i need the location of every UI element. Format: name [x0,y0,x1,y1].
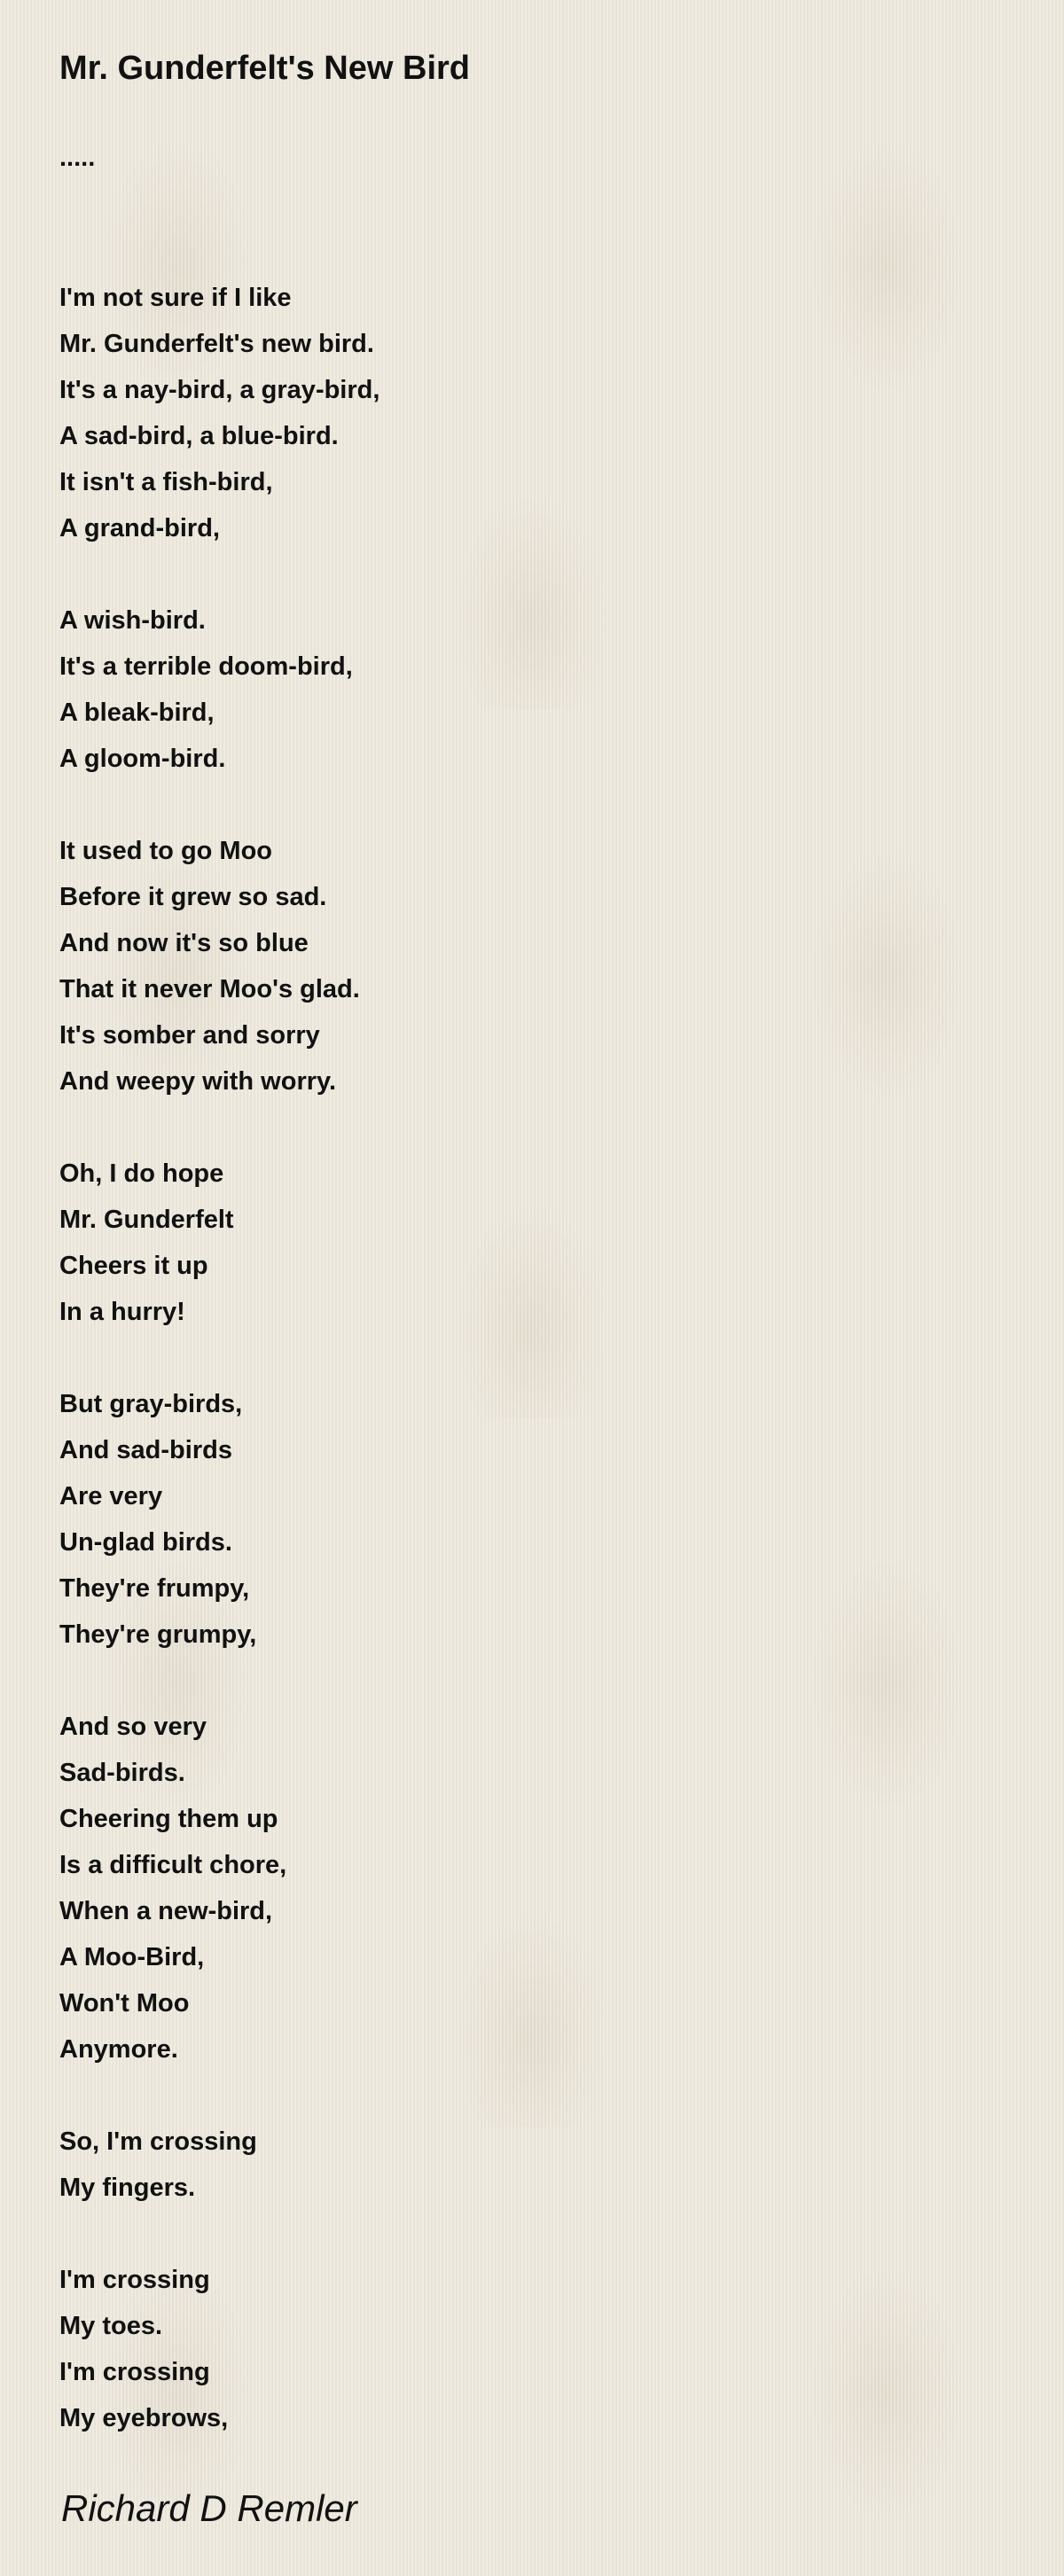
poem-line: A Moo-Bird, [59,1943,205,1971]
poem-line: But gray-birds, [59,1390,243,1418]
poem-line: Anymore. [59,2035,178,2064]
poem-line: I'm not sure if I like [59,284,292,312]
poem-line: And weepy with worry. [59,1067,337,1096]
poem-line: Sad-birds. [59,1759,185,1787]
poem-line: So, I'm crossing [59,2127,257,2156]
poem-line: A wish-bird. [59,606,206,635]
stanza-break [59,1658,379,1704]
poem-line: It used to go Moo [59,837,273,865]
poem-line: And sad-birds [59,1436,232,1464]
poem-title: Mr. Gunderfelt's New Bird [59,50,470,87]
poem-line: Before it grew so sad. [59,883,327,911]
poem-line: Are very [59,1482,163,1510]
poem-line: Oh, I do hope [59,1159,224,1188]
poem-subtitle: ..... [59,144,96,172]
poem-line: A gloom-bird. [59,745,226,773]
poem-line: That it never Moo's glad. [59,975,360,1003]
poem-line: Mr. Gunderfelt [59,1206,234,1234]
poem-line: They're frumpy, [59,1574,250,1603]
poem-line: And now it's so blue [59,929,309,957]
poem-line: And so very [59,1713,207,1741]
poem-line: A grand-bird, [59,514,220,543]
poem-line: A sad-bird, a blue-bird. [59,422,339,450]
poem-line: It's a nay-bird, a gray-bird, [59,376,380,404]
stanza-break [59,782,379,828]
poem-line: In a hurry! [59,1298,185,1326]
stanza-break [59,2211,379,2257]
stanza-break [59,1105,379,1151]
poem-line: My eyebrows, [59,2404,229,2432]
stanza-break [59,1335,379,1381]
poem-line: They're grumpy, [59,1620,257,1649]
poem-line: My fingers. [59,2174,196,2202]
poem-line: Won't Moo [59,1989,190,2018]
poem-line: I'm crossing [59,2358,210,2386]
poem-line: It's a terrible doom-bird, [59,652,353,681]
poem-body [59,275,379,2441]
stanza-break [59,551,379,597]
poem-line: I'm crossing [59,2266,210,2294]
poem-line: Un-glad birds. [59,1528,232,1557]
poem-line: When a new-bird, [59,1897,273,1925]
poem-author[interactable]: Richard D Remler [61,2487,357,2529]
poem-line: It isn't a fish-bird, [59,468,273,496]
poem-line: Is a difficult chore, [59,1851,287,1879]
poem-line: It's somber and sorry [59,1021,320,1050]
poem-line: Cheers it up [59,1252,208,1280]
poem-line: My toes. [59,2312,163,2340]
poem-line: Mr. Gunderfelt's new bird. [59,330,374,358]
poem-line: A bleak-bird, [59,699,215,727]
poem-line: Cheering them up [59,1805,278,1833]
stanza-break [59,2073,379,2119]
